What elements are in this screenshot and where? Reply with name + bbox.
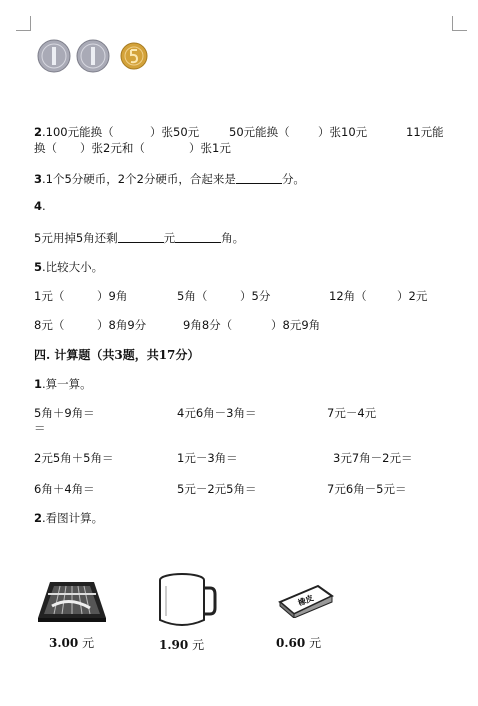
calc-r1-overflow: ＝	[34, 421, 46, 435]
q2-part-e: 11元能	[406, 125, 444, 139]
q2-part-d: ）张10元	[318, 125, 368, 139]
calc-r3-c2: 5元－2元5角＝	[177, 482, 257, 496]
q3-number: 3	[34, 172, 43, 186]
eraser-price-unit: 元	[309, 636, 322, 650]
q4-jiao-blank[interactable]	[175, 231, 221, 243]
q4-sub-line	[34, 230, 244, 246]
q4-number: 4	[34, 199, 43, 213]
five-jiao-coin-icon	[121, 43, 147, 69]
q5-title: .比较大小。	[42, 260, 104, 274]
q5-r2-d: ）8元9角	[271, 318, 321, 332]
calc-q2-heading	[34, 510, 103, 526]
q4-text: .	[42, 199, 46, 213]
eraser-price	[276, 634, 321, 651]
q2-part-a: .100元能换（	[42, 125, 114, 139]
crop-mark-top-left	[16, 16, 31, 31]
calc-q1-heading	[34, 376, 92, 392]
calc-q2-number: 2	[34, 511, 43, 525]
q5-r1-e: 12角（	[329, 289, 367, 303]
calc-r1-c2: 4元6角－3角＝	[177, 406, 257, 420]
q5-r1-d: ）5分	[240, 289, 271, 303]
q2-part-c: 50元能换（	[229, 125, 290, 139]
crop-mark-top-right	[452, 16, 467, 31]
q5-r2-a: 8元（	[34, 318, 65, 332]
q4-sub-b: 元	[163, 231, 176, 245]
mug-price-value: 1.90	[159, 638, 189, 652]
one-yuan-coin-icon	[77, 40, 109, 72]
eraser-icon	[276, 584, 336, 618]
q5-r1-f: ）2元	[397, 289, 428, 303]
abacus-price-value: 3.00	[49, 636, 79, 650]
calc-r1-c1: 5角＋9角＝	[34, 406, 95, 420]
q2-line1	[34, 124, 114, 140]
q4-yuan-blank[interactable]	[118, 231, 164, 243]
calc-q1-number: 1	[34, 377, 43, 391]
q2-line2-b: ）张2元和（	[80, 141, 145, 155]
q5-r1-b: ）9角	[97, 289, 128, 303]
q5-heading	[34, 259, 103, 275]
q5-r1-c: 5角（	[177, 289, 208, 303]
q3-line	[34, 171, 305, 187]
q2-line2-a: 换（	[34, 141, 57, 155]
q5-r2-c: 9角8分（	[183, 318, 233, 332]
q4-heading	[34, 199, 46, 213]
eraser-price-value: 0.60	[276, 636, 306, 650]
calc-q1-title: .算一算。	[42, 377, 92, 391]
calc-r2-c1: 2元5角＋5角＝	[34, 451, 114, 465]
q5-r1-a: 1元（	[34, 289, 65, 303]
calc-r2-c2: 1元－3角＝	[177, 451, 238, 465]
q2-part-b: ）张50元	[150, 125, 200, 139]
mug-price-unit: 元	[192, 638, 205, 652]
q2-number: 2	[34, 125, 43, 139]
calc-q2-title: .看图计算。	[42, 511, 104, 525]
section-4-title: 四. 计算题（共3题，共17分）	[34, 348, 200, 362]
abacus-price-unit: 元	[82, 636, 95, 650]
abacus-icon	[36, 578, 108, 624]
calc-r2-c3: 3元7角－2元＝	[333, 451, 413, 465]
coins-image	[36, 38, 156, 74]
abacus-price	[49, 634, 94, 651]
q3-answer-blank[interactable]	[236, 172, 282, 184]
q5-number: 5	[34, 260, 43, 274]
eraser-label: 橡皮	[296, 593, 315, 608]
mug-icon	[156, 572, 218, 630]
calc-r1-c3: 7元－4元	[327, 406, 377, 420]
q4-sub-a: 5元用掉5角还剩	[34, 231, 118, 245]
one-yuan-coin-icon	[38, 40, 70, 72]
q4-sub-c: 角。	[221, 231, 245, 245]
q2-line2-c: ）张1元	[189, 141, 231, 155]
q5-r2-b: ）8角9分	[97, 318, 147, 332]
q3-text-after: 分。	[281, 172, 305, 186]
calc-r3-c1: 6角＋4角＝	[34, 482, 95, 496]
mug-price	[159, 636, 204, 653]
calc-r3-c3: 7元6角－5元＝	[327, 482, 407, 496]
q3-text-before: .1个5分硬币，2个2分硬币，合起来是	[42, 172, 236, 186]
